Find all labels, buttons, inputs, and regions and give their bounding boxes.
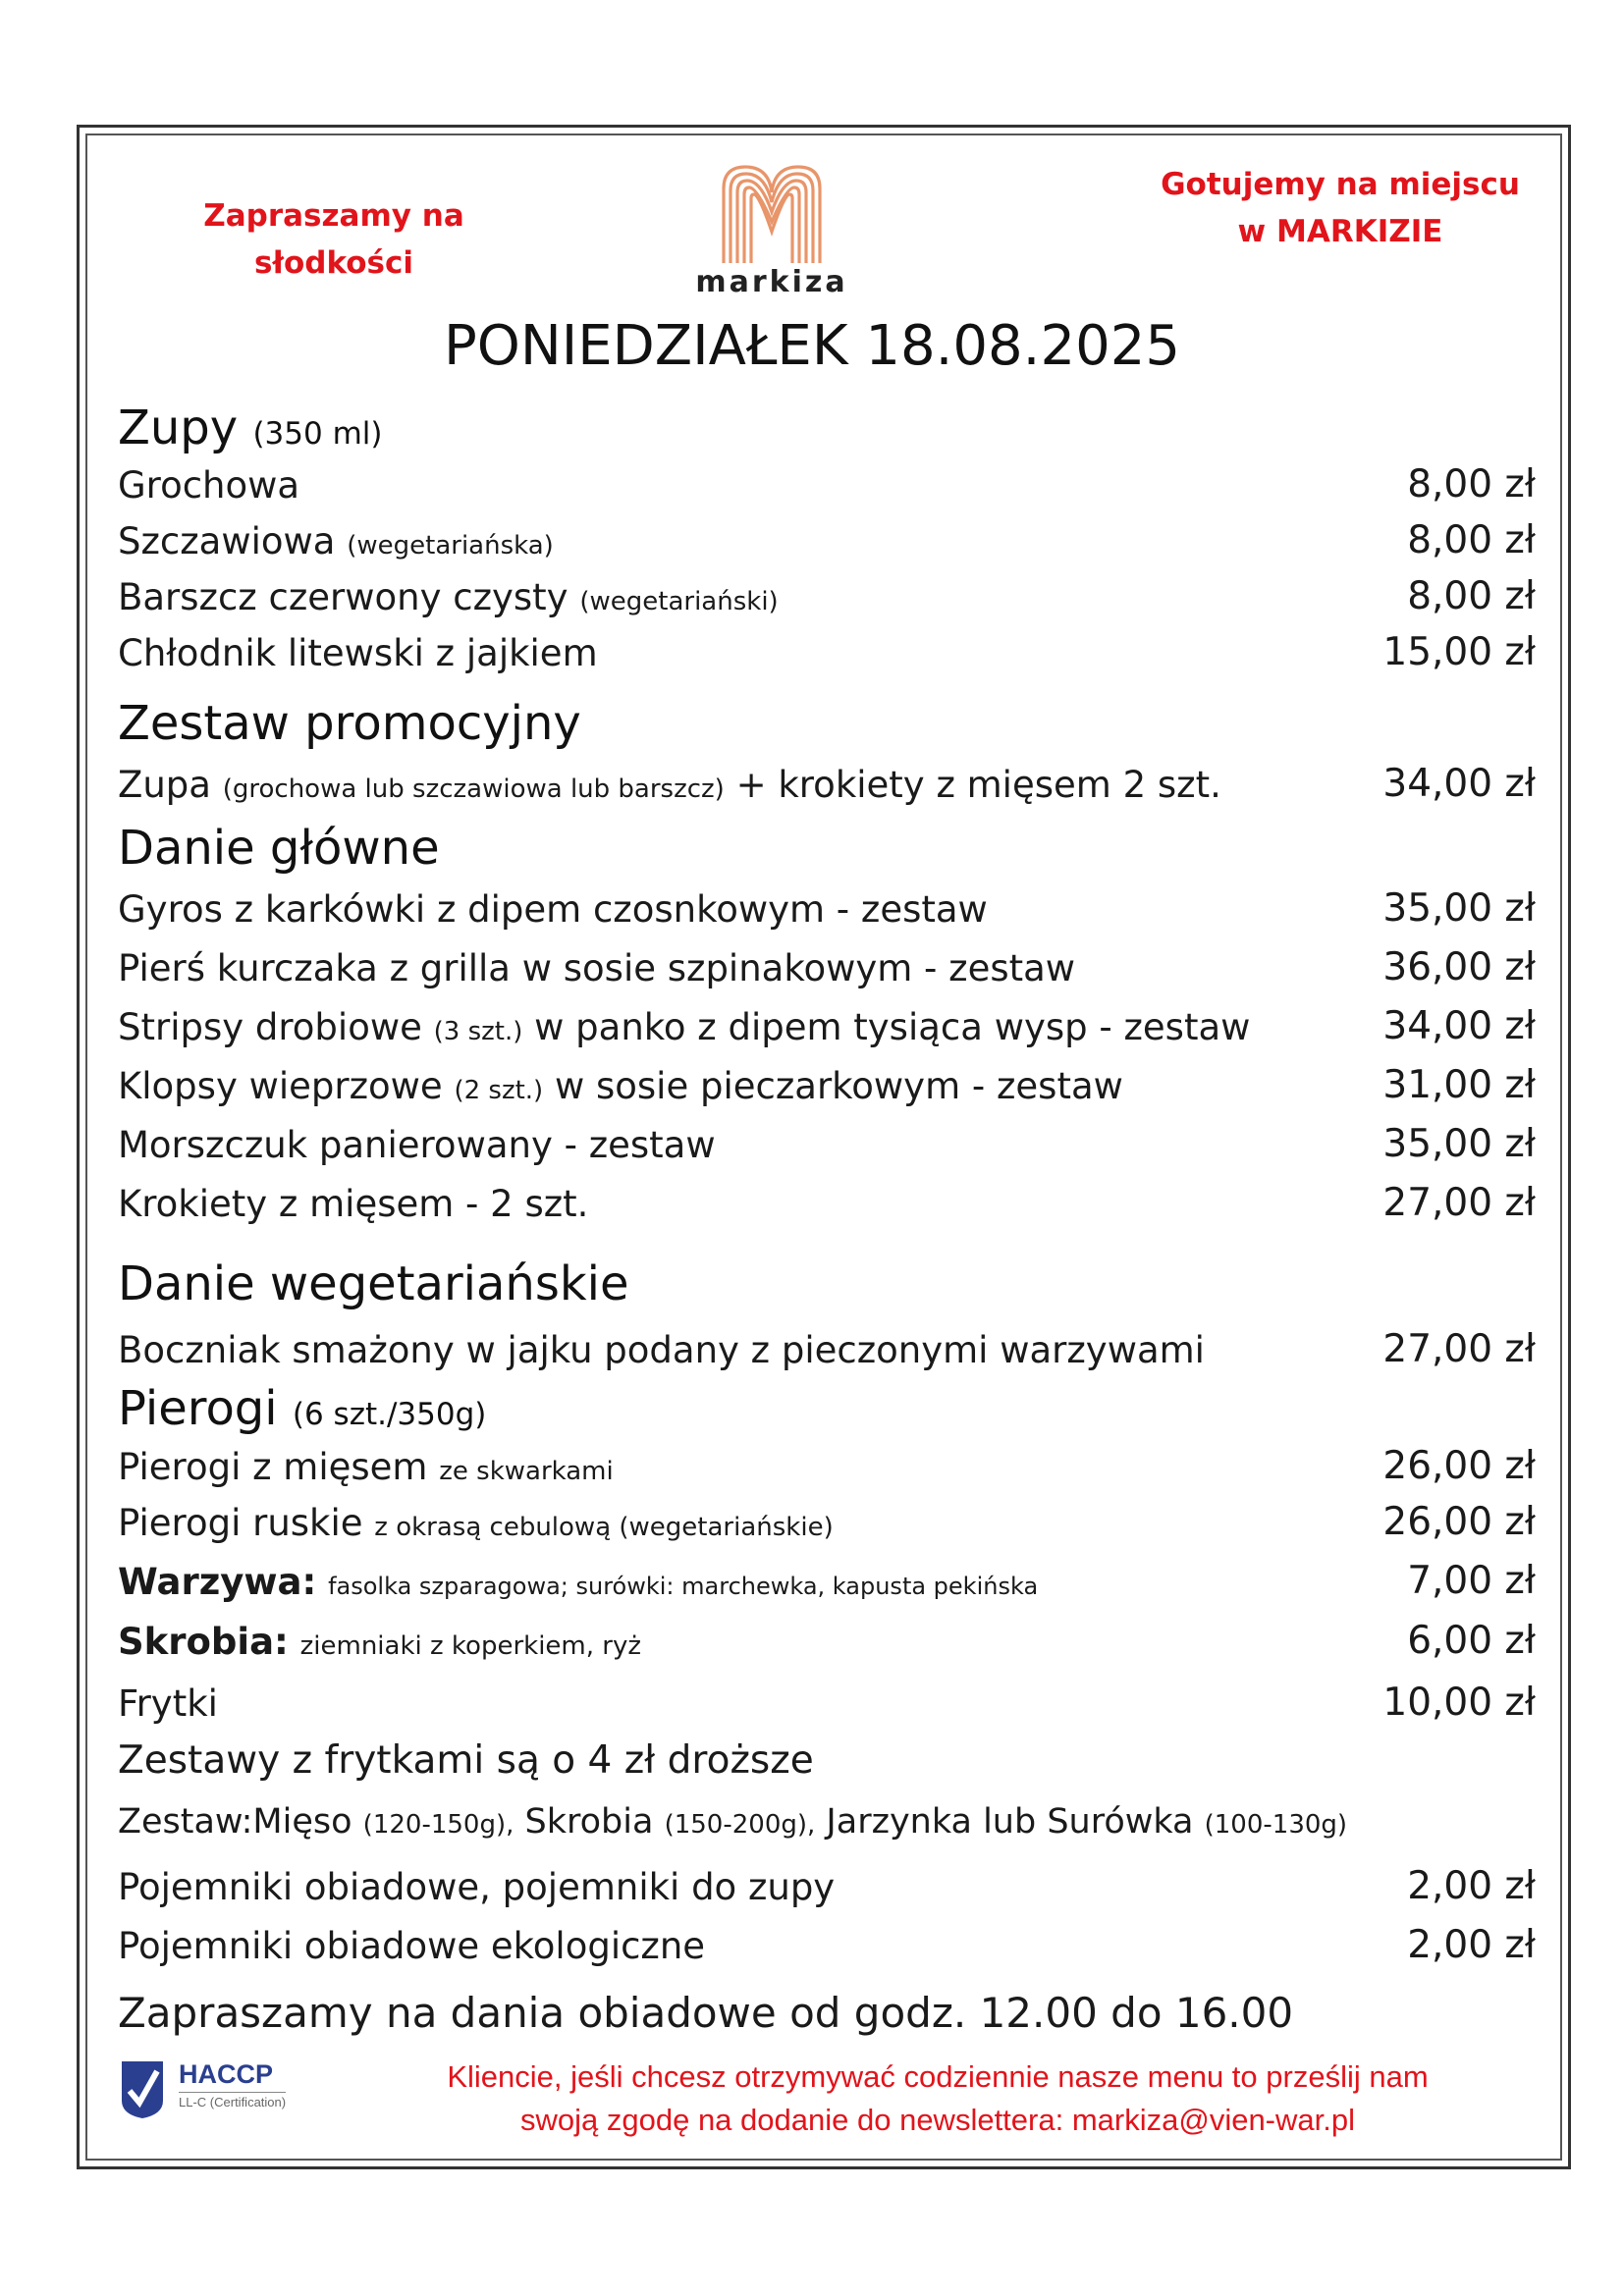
item-note: (wegetariańska): [347, 531, 554, 561]
left-slogan-line2: słodkości: [254, 245, 413, 281]
item-note: fasolka szparagowa; surówki: marchewka, kapusta pekińska: [328, 1573, 1039, 1600]
menu-item: [118, 1121, 1536, 1172]
item-name: Barszcz czerwony czysty: [118, 576, 568, 618]
menu-item: [118, 1326, 1536, 1377]
newsletter-note: [373, 2056, 1502, 2142]
item-note: z okrasą cebulową (wegetariańskie): [374, 1513, 834, 1542]
menu-item: [118, 885, 1536, 936]
item-name: Boczniak smażony w jajku podany z pieczonymi warzywami: [118, 1329, 1205, 1371]
menu-item: [118, 1922, 1536, 1973]
menu-item: [118, 1062, 1536, 1113]
item-name: Gyros z karkówki z dipem czosnkowym - zestaw: [118, 888, 988, 931]
item-price: 27,00 zł: [1382, 1327, 1536, 1371]
item-name: Pojemniki obiadowe ekologiczne: [118, 1925, 706, 1967]
opening-hours: Zapraszamy na dania obiadowe od godz. 12.00 do 16.00: [118, 1989, 1294, 2037]
pierogi-heading: [118, 1381, 486, 1436]
haccp-badge: [118, 2057, 314, 2122]
haccp-subtitle: LL-C (Certification): [179, 2092, 286, 2109]
menu-item: [118, 1443, 1536, 1494]
pierogi-heading-note: (6 szt./350g): [292, 1397, 487, 1432]
veg-note: (100-130g): [1204, 1810, 1348, 1840]
item-name: Chłodnik litewski z jajkiem: [118, 632, 598, 674]
item-name: Krokiety z mięsem - 2 szt.: [118, 1183, 589, 1225]
newsletter-line2: swoją zgodę na dodanie do newslettera: markiza@vien-war.pl: [520, 2103, 1355, 2137]
item-price: 36,00 zł: [1382, 945, 1536, 989]
haccp-check-icon: [118, 2057, 167, 2120]
vegetarian-heading: Danie wegetariańskie: [118, 1256, 629, 1311]
item-price: 2,00 zł: [1407, 1923, 1536, 1967]
item-note: ziemniaki z koperkiem, ryż: [299, 1631, 641, 1661]
item-price: 6,00 zł: [1407, 1619, 1536, 1663]
menu-item: [118, 1180, 1536, 1231]
menu-item: [118, 1558, 1536, 1609]
item-name: Szczawiowa: [118, 520, 336, 562]
item-price: 34,00 zł: [1382, 762, 1536, 806]
item-name: Frytki: [118, 1682, 218, 1725]
item-price: 26,00 zł: [1382, 1500, 1536, 1544]
item-name: Klopsy wieprzowe: [118, 1065, 443, 1107]
left-slogan-line1: Zapraszamy na: [203, 198, 464, 234]
item-price: 31,00 zł: [1382, 1063, 1536, 1107]
item-name: Pojemniki obiadowe, pojemniki do zupy: [118, 1866, 836, 1908]
menu-item: [118, 1618, 1536, 1669]
item-note: (3 szt.): [433, 1017, 523, 1046]
item-price: 10,00 zł: [1382, 1681, 1536, 1725]
item-price: 27,00 zł: [1382, 1181, 1536, 1225]
item-price: 8,00 zł: [1407, 462, 1536, 507]
right-slogan-line1: Gotujemy na miejscu: [1161, 167, 1520, 202]
item-note: ze skwarkami: [439, 1457, 614, 1486]
promo-heading: Zestaw promocyjny: [118, 696, 581, 751]
item-name: Skrobia:: [118, 1621, 289, 1663]
menu-item: [118, 761, 1536, 812]
set-composition: [118, 1802, 1347, 1842]
menu-item: [118, 461, 1536, 512]
item-price: 8,00 zł: [1407, 518, 1536, 562]
menu-item: [118, 1863, 1536, 1914]
page-title: PONIEDZIAŁEK 18.08.2025: [444, 314, 1180, 378]
item-price: 7,00 zł: [1407, 1559, 1536, 1603]
fries-surcharge-note: Zestawy z frytkami są o 4 zł droższe: [118, 1738, 814, 1783]
item-name: Morszczuk panierowany - zestaw: [118, 1124, 716, 1166]
mains-heading: Danie główne: [118, 821, 440, 876]
item-name: Pierś kurczaka z grilla w sosie szpinakowym - zestaw: [118, 947, 1076, 989]
set-label: Zestaw:Mięso: [118, 1802, 352, 1842]
set-veg-label: Jarzynka lub Surówka: [826, 1802, 1194, 1842]
menu-item: [118, 573, 1536, 624]
item-price: 15,00 zł: [1382, 630, 1536, 674]
set-starch-label: Skrobia: [524, 1802, 654, 1842]
soups-heading-title: Zupy: [118, 400, 239, 455]
item-price: 35,00 zł: [1382, 886, 1536, 931]
item-name: Pierogi ruskie: [118, 1502, 363, 1544]
menu-item: [118, 1680, 1536, 1731]
menu-item: [118, 1003, 1536, 1054]
item-price: 2,00 zł: [1407, 1864, 1536, 1908]
newsletter-line1: Kliencie, jeśli chcesz otrzymywać codziennie nasze menu to prześlij nam: [447, 2059, 1429, 2094]
right-slogan-line2: w MARKIZIE: [1237, 214, 1443, 249]
soups-heading: [118, 400, 382, 455]
item-name: Stripsy drobiowe: [118, 1006, 422, 1048]
pierogi-heading-title: Pierogi: [118, 1381, 278, 1436]
item-note: (grochowa lub szczawiowa lub barszcz): [222, 774, 725, 804]
item-note: (wegetariański): [579, 587, 779, 616]
item-price: 26,00 zł: [1382, 1444, 1536, 1488]
markiza-logo: [693, 163, 850, 299]
item-price: 34,00 zł: [1382, 1004, 1536, 1048]
logo-text: markiza: [695, 265, 848, 299]
item-name-rest: + krokiety z mięsem 2 szt.: [735, 764, 1221, 806]
markiza-logo-icon: [720, 163, 824, 265]
menu-item: [118, 1499, 1536, 1550]
item-price: 35,00 zł: [1382, 1122, 1536, 1166]
item-name: Zupa: [118, 764, 211, 806]
left-slogan: [196, 192, 471, 287]
menu-item: [118, 629, 1536, 680]
item-name-rest: w panko z dipem tysiąca wysp - zestaw: [534, 1006, 1251, 1048]
item-note: (2 szt.): [454, 1076, 544, 1105]
item-name: Warzywa:: [118, 1561, 317, 1603]
starch-note: (150-200g),: [664, 1810, 816, 1840]
meat-note: (120-150g),: [362, 1810, 514, 1840]
right-slogan: [1149, 161, 1532, 255]
soups-heading-note: (350 ml): [252, 416, 383, 452]
menu-item: [118, 517, 1536, 568]
item-price: 8,00 zł: [1407, 574, 1536, 618]
haccp-title: HACCP: [179, 2059, 274, 2089]
item-name: Grochowa: [118, 464, 300, 507]
menu-item: [118, 944, 1536, 995]
item-name: Pierogi z mięsem: [118, 1446, 428, 1488]
item-name-rest: w sosie pieczarkowym - zestaw: [554, 1065, 1123, 1107]
